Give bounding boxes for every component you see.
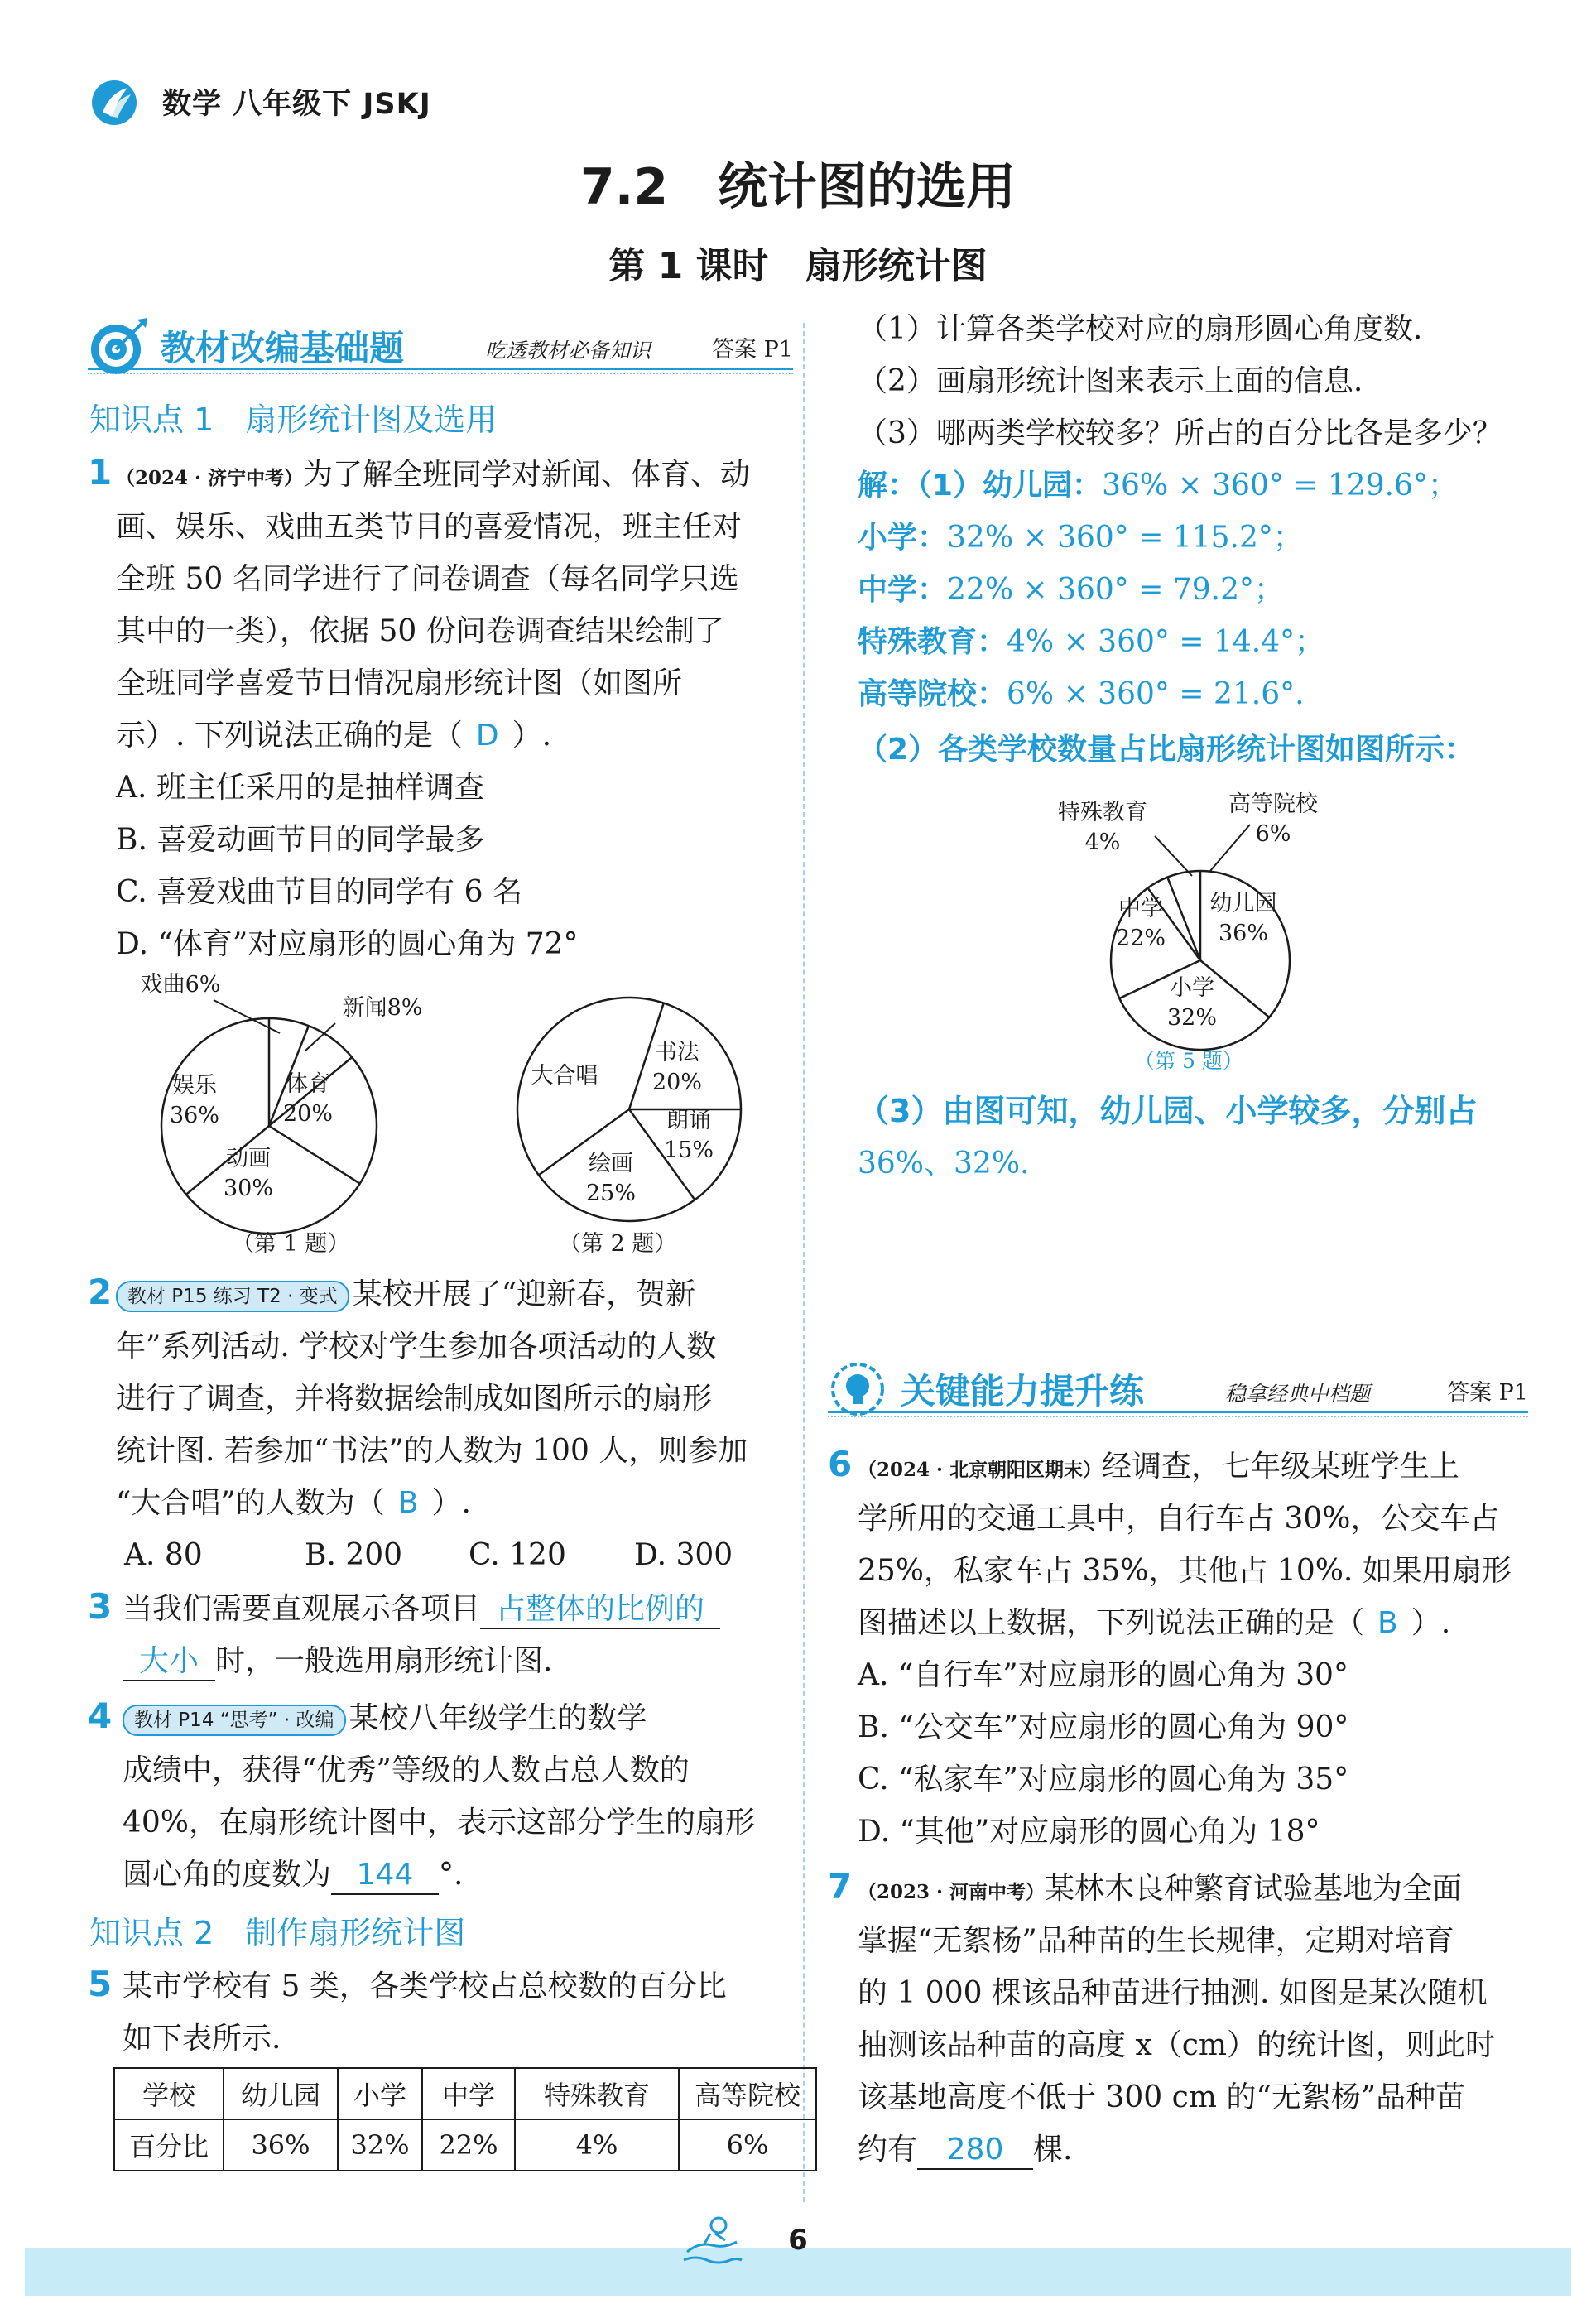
question-4-line-1: 教材 P14 “思考” · 改编 某校八年级学生的数学: [123, 1700, 647, 1737]
book-logo-icon: [91, 79, 137, 126]
option-d: D. 300: [634, 1538, 733, 1572]
question-number: 7: [828, 1866, 853, 1907]
solution-part-3-cont: 36%、32%.: [858, 1147, 1030, 1181]
table-cell: 22%: [422, 2119, 515, 2171]
pie-label-幼儿园: 幼儿园: [1209, 891, 1277, 916]
pie-label-中学: 中学: [1118, 896, 1163, 921]
question-5-line-2: 如下表所示.: [123, 2022, 281, 2056]
question-5-line-1: 某市学校有 5 类，各类学校占总校数的百分比: [123, 1970, 727, 2003]
question-number: 5: [88, 1964, 113, 2004]
pie-label-绘画: 绘画: [589, 1151, 633, 1176]
pie-label-大合唱: 大合唱: [531, 1063, 598, 1089]
table-cell: 4%: [515, 2119, 679, 2171]
pie-value-绘画: 25%: [585, 1181, 637, 1206]
pie-leader-line: [1210, 825, 1250, 871]
question-1-line-6: 示）. 下列说法正确的是（ D ）.: [116, 719, 552, 753]
fill-blank: 大小: [123, 1643, 215, 1681]
pie-leader-line: [1155, 836, 1192, 876]
knowledge-point-1: 知识点 1 扇形统计图及选用: [89, 402, 498, 438]
option-d: D. “体育”对应扇形的圆心角为 72°: [116, 927, 579, 961]
column-divider: [803, 323, 805, 2202]
table-row: [114, 2119, 816, 2171]
fill-blank: 280: [917, 2132, 1033, 2170]
pie-label-高等院校: 高等院校: [1228, 791, 1318, 817]
pie-value-书法: 20%: [651, 1070, 703, 1095]
section-title: 关键能力提升练: [901, 1371, 1145, 1412]
question-6-line-4: 图描述以上数据，下列说法正确的是（ B ）.: [858, 1606, 1451, 1640]
section-title: 教材改编基础题: [161, 328, 405, 368]
table-cell: 小学: [338, 2068, 422, 2119]
question-2-line-2: 年”系列活动. 学校对学生参加各项活动的人数: [116, 1330, 717, 1364]
page-subtitle: 第 1 课时 扇形统计图: [608, 245, 988, 287]
question-2-line-5: “大合唱”的人数为（ B ）.: [116, 1486, 471, 1520]
option-c: C. 120: [469, 1538, 566, 1572]
question-4-line-2: 成绩中，获得“优秀”等级的人数占总人数的: [123, 1753, 690, 1787]
question-2-line-3: 进行了调查，并将数据绘制成如图所示的扇形: [116, 1382, 713, 1416]
table-header-row: [114, 2068, 816, 2119]
answer-choice: B: [397, 1486, 419, 1520]
pie-label-戏曲: 戏曲6%: [140, 972, 221, 998]
option-b: B. 200: [305, 1538, 403, 1572]
question-1-line-4: 其中的一类），依据 50 份问卷调查结果绘制了: [116, 614, 724, 648]
table-cell: 36%: [224, 2119, 338, 2171]
question-7-line-5: 该基地高度不低于 300 cm 的“无絮杨”品种苗: [858, 2080, 1466, 2114]
question-1-line-2: 画、娱乐、戏曲五类节目的喜爱情况，班主任对: [116, 510, 743, 544]
question-7-line-3: 的 1 000 棵该品种苗进行抽测. 如图是某次随机: [858, 1976, 1488, 2010]
answer-reference: 答案 P1: [1447, 1380, 1528, 1406]
table-cell: 学校: [114, 2068, 224, 2119]
page-title: 7.2 统计图的选用: [579, 158, 1017, 216]
fill-blank: 144: [331, 1857, 439, 1895]
pie-label-小学: 小学: [1170, 975, 1214, 1001]
option-a: A. 班主任采用的是抽样调查: [116, 771, 484, 805]
figure-caption: （第 2 题）: [559, 1231, 677, 1257]
pie-label-体育: 体育: [286, 1071, 330, 1097]
question-1-line-1: （2024 · 济宁中考）为了解全班同学对新闻、体育、动: [116, 458, 751, 492]
solution-line-5: 高等院校：6% × 360° = 21.6°.: [858, 677, 1305, 711]
textbook-tag: 教材 P15 练习 T2 · 变式: [116, 1281, 349, 1312]
section-banner-basic: [88, 315, 793, 378]
pie-value-动画: 30%: [223, 1176, 274, 1201]
question-3-line-1: 当我们需要直观展示各项目 占整体的比例的: [123, 1591, 720, 1629]
figure-caption: （第 1 题）: [232, 1231, 350, 1257]
solution-line-3: 中学：22% × 360° = 79.2°；: [858, 573, 1285, 607]
fill-blank: 占整体的比例的: [480, 1591, 720, 1629]
question-6-line-2: 学所用的交通工具中，自行车占 30%，公交车占: [858, 1502, 1500, 1536]
pie-label-新闻: 新闻8%: [342, 995, 422, 1021]
answer-choice: D: [475, 719, 499, 753]
question-6-line-3: 25%，私家车占 35%，其他占 10%. 如果用扇形: [858, 1554, 1512, 1588]
pie-value-小学: 32%: [1166, 1005, 1218, 1031]
option-d: D. “其他”对应扇形的圆心角为 18°: [858, 1815, 1320, 1849]
school-percentage-table: [113, 2067, 817, 2172]
pie-chart-q5: [1026, 778, 1374, 1051]
pie-label-书法: 书法: [655, 1040, 699, 1065]
solution-line-1: 解：（1）幼儿园：36% × 360° = 129.6°；: [858, 469, 1458, 503]
question-7-line-2: 掌握“无絮杨”品种苗的生长规律，定期对培育: [858, 1924, 1454, 1958]
knowledge-point-2: 知识点 2 制作扇形统计图: [89, 1915, 466, 1951]
section-banner-ability: [828, 1358, 1528, 1421]
pie-label-朗诵: 朗诵: [666, 1108, 711, 1133]
pie-chart-q2: [497, 985, 762, 1234]
solution-part-3: （3）由图可知，幼儿园、小学较多，分别占: [858, 1093, 1478, 1129]
question-2-line-1: 教材 P15 练习 T2 · 变式 某校开展了“迎新春，贺新: [116, 1277, 695, 1313]
sub-question-1: （1）计算各类学校对应的扇形圆心角度数.: [858, 312, 1423, 346]
section-slogan: 吃透教材必备知识: [485, 339, 651, 363]
textbook-tag: 教材 P14 “思考” · 改编: [123, 1705, 346, 1736]
question-number: 2: [88, 1272, 113, 1312]
table-cell: 特殊教育: [515, 2068, 679, 2119]
question-4-line-3: 40%，在扇形统计图中，表示这部分学生的扇形: [123, 1806, 756, 1840]
table-cell: 百分比: [114, 2119, 224, 2171]
question-1-line-5: 全班同学喜爱节目情况扇形统计图（如图所: [116, 666, 683, 700]
table-cell: 高等院校: [679, 2068, 816, 2119]
page-number: 6: [788, 2224, 808, 2257]
solution-line-2: 小学：32% × 360° = 115.2°；: [858, 521, 1303, 555]
table-cell: 6%: [679, 2119, 816, 2171]
sub-question-2: （2）画扇形统计图来表示上面的信息.: [858, 364, 1363, 398]
pie-label-娱乐: 娱乐: [172, 1073, 217, 1099]
pie-label-特殊教育: 特殊教育: [1058, 800, 1147, 825]
question-number: 4: [88, 1695, 113, 1736]
table-cell: 32%: [338, 2119, 422, 2171]
pie-value-特殊教育: 4%: [1084, 830, 1121, 855]
sub-question-3: （3）哪两类学校较多？所占的百分比各是多少？: [858, 416, 1502, 450]
section-slogan: 稳拿经典中档题: [1225, 1382, 1371, 1406]
option-c: C. 喜爱戏曲节目的同学有 6 名: [116, 875, 522, 909]
table-cell: 中学: [422, 2068, 515, 2119]
solution-part-2: （2）各类学校数量占比扇形统计图如图所示：: [858, 733, 1475, 767]
option-b: B. 喜爱动画节目的同学最多: [116, 823, 485, 857]
option-b: B. “公交车”对应扇形的圆心角为 90°: [858, 1710, 1349, 1744]
question-3-line-2: 大小 时，一般选用扇形统计图.: [123, 1643, 552, 1681]
pie-value-朗诵: 15%: [663, 1137, 714, 1163]
question-number: 6: [828, 1444, 853, 1484]
question-number: 3: [88, 1586, 113, 1627]
pie-value-娱乐: 36%: [169, 1103, 220, 1128]
question-7-line-1: （2023 · 河南中考）某林木良种繁育试验基地为全面: [858, 1872, 1463, 1906]
answer-reference: 答案 P1: [712, 337, 793, 363]
pie-label-动画: 动画: [226, 1146, 271, 1171]
pie-value-体育: 20%: [282, 1101, 334, 1127]
pie-value-中学: 22%: [1115, 926, 1166, 951]
answer-choice: B: [1377, 1606, 1398, 1640]
question-7-line-6: 约有 280 棵.: [858, 2132, 1072, 2170]
pie-value-高等院校: 6%: [1255, 821, 1291, 847]
question-number: 1: [88, 452, 113, 493]
figure-caption: （第 5 题）: [1134, 1049, 1243, 1073]
option-c: C. “私家车”对应扇形的圆心角为 35°: [858, 1763, 1349, 1796]
question-4-line-4: 圆心角的度数为 144 °.: [123, 1857, 463, 1895]
pie-chart-q1: [124, 969, 422, 1242]
option-a: A. “自行车”对应扇形的圆心角为 30°: [858, 1658, 1348, 1692]
pie-value-幼儿园: 36%: [1218, 921, 1269, 946]
book-title: 数学 八年级下 JSKJ: [162, 88, 431, 121]
question-2-line-4: 统计图. 若参加“书法”的人数为 100 人，则参加: [116, 1434, 748, 1468]
question-6-line-1: （2024 · 北京朝阳区期末）经调查，七年级某班学生上: [858, 1450, 1460, 1484]
table-cell: 幼儿园: [224, 2068, 338, 2119]
solution-line-4: 特殊教育：4% × 360° = 14.4°；: [858, 625, 1325, 659]
question-1-line-3: 全班 50 名同学进行了问卷调查（每名同学只选: [116, 562, 739, 596]
question-7-line-4: 抽测该品种苗的高度 x（cm）的统计图，则此时: [858, 2028, 1496, 2062]
option-a: A. 80: [124, 1538, 203, 1572]
